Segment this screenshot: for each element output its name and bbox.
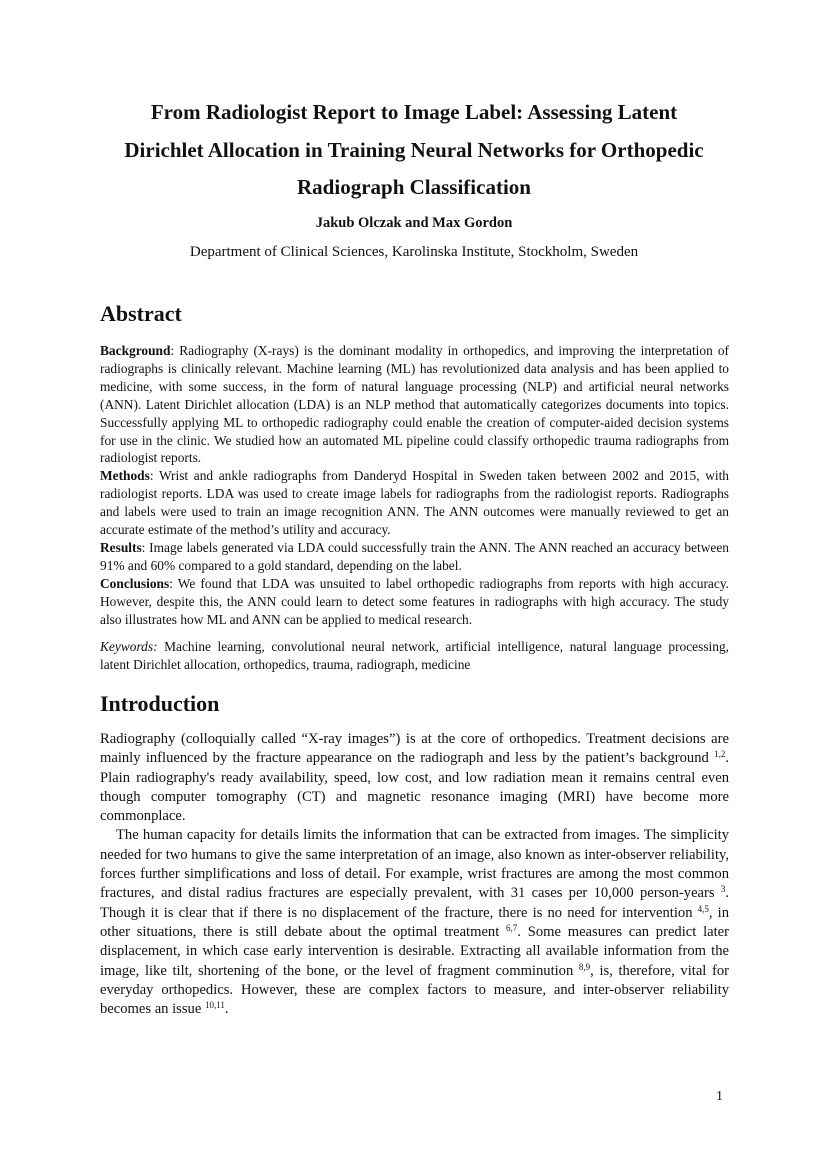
intro-p1-text: Radiography (colloquially called “X-ray images”) is at the core of orthopedics. Treatment decisions are mainly influenced by the fracture appearance on the radiograph and less by the patient’s background [100, 731, 729, 767]
authors: Jakub Olczak and Max Gordon [315, 215, 513, 231]
intro-p2-text-f: . [224, 1001, 229, 1018]
citation: 10,11 [204, 1000, 225, 1011]
abstract-body [100, 342, 729, 629]
intro-paragraph-1 [100, 730, 729, 826]
keywords [100, 638, 729, 674]
intro-p1-text-cont: . Plain radiography's ready availability, speed, low cost, and low radiation mean it remains central even though computer tomography (CT) and magnetic resonance imaging (MRI) have become more commonplace. [100, 750, 729, 825]
affiliation: Department of Clinical Sciences, Karolinska Institute, Stockholm, Sweden [189, 244, 639, 260]
background-text: : Radiography (X-rays) is the dominant modality in orthopedics, and improving the interpretation of radiographs is clinically relevant. Machine learning (ML) has revolutionized data analysis and has been applied to medicine, with some success, in the form of natural language processing (NLP) and artificial neural networks (ANN). Latent Dirichlet allocation (LDA) is an NLP method that automatically categorizes documents into topics. Successfully applying ML to orthopedic radiography could enable the creation of computer-aided decision systems for use in the clinic. We studied how an automated ML pipeline could classify orthopedic trauma radiographs from radiologist reports. [100, 343, 729, 466]
intro-p2-text-b: . Though it is clear that if there is no displacement of the fracture, there is no need for intervention [100, 885, 729, 921]
abstract-background [100, 342, 729, 467]
intro-p2-text-e: , is, therefore, vital for everyday orthopedics. However, these are complex factors to measure, and inter-observer reliability becomes an issue [100, 962, 730, 1018]
intro-p2-text: The human capacity for details limits the information that can be extracted from images. The simplicity needed for two humans to give the same interpretation of an image, also known as inter-observer reliability, forces further simplifications and loss of detail. For example, wrist fractures are among the most common fractures, and distal radius fractures are especially prevalent, with 31 cases per 10,000 person-years [100, 827, 729, 902]
abstract-methods [100, 467, 729, 539]
introduction-body [100, 730, 729, 1019]
keywords-label: Keywords: [100, 639, 158, 654]
abstract-results [100, 539, 729, 575]
title-line-1: From Radiologist Report to Image Label: Assessing Latent [150, 100, 678, 124]
title-line-3: Radiograph Classification [297, 175, 531, 199]
intro-p2-text-d: . Some measures can predict later displacement, in which case early intervention is desirable. Extracting all available information from the image, like tilt, shortening of the bone, or the level of fragment comminution [100, 923, 729, 979]
citation: 4,5 [697, 903, 709, 914]
methods-label: Methods [100, 468, 150, 484]
citation: 8,9 [578, 961, 591, 972]
background-label: Background [100, 343, 171, 358]
results-text: : Image labels generated via LDA could successfully train the ANN. The ANN reached an accuracy between 91% and 60% compared to a gold standard, depending on the label. [100, 539, 729, 573]
introduction-heading: Introduction [100, 691, 220, 716]
abstract-heading: Abstract [100, 301, 182, 326]
abstract-conclusions [100, 575, 729, 629]
intro-p2-text-c: , in other situations, there is still debate about the optimal treatment [100, 904, 729, 940]
results-label: Results [100, 539, 142, 555]
conclusions-text: : We found that LDA was unsuited to label orthopedic radiographs from reports with high accuracy. However, despite this, the ANN could learn to detect some features in radiographs with high accuracy. The study also illustrates how ML and ANN can be applied to medical research. [100, 575, 729, 627]
citation: 1,2 [714, 749, 726, 760]
conclusions-label: Conclusions [100, 575, 170, 591]
citation: 3 [720, 884, 726, 895]
keywords-text: Machine learning, convolutional neural network, artificial intelligence, natural language processing, latent Dirichlet allocation, orthopedics, trauma, radiograph, medicine [100, 639, 729, 672]
title-line-2: Dirichlet Allocation in Training Neural Networks for Orthopedic [124, 137, 704, 162]
paper-title [80, 94, 748, 207]
citation: 6,7 [506, 922, 518, 933]
methods-text: : Wrist and ankle radiographs from Danderyd Hospital in Sweden taken between 2002 and 2015, with radiologist reports. LDA was used to create image labels for radiographs from the radiologist reports. Radiographs and labels were used to train an image recognition ANN. The ANN outcomes were manually reviewed to get an accurate estimate of the method’s utility and accuracy. [100, 468, 729, 538]
page-number: 1 [716, 1089, 723, 1104]
intro-paragraph-2 [100, 826, 729, 1019]
